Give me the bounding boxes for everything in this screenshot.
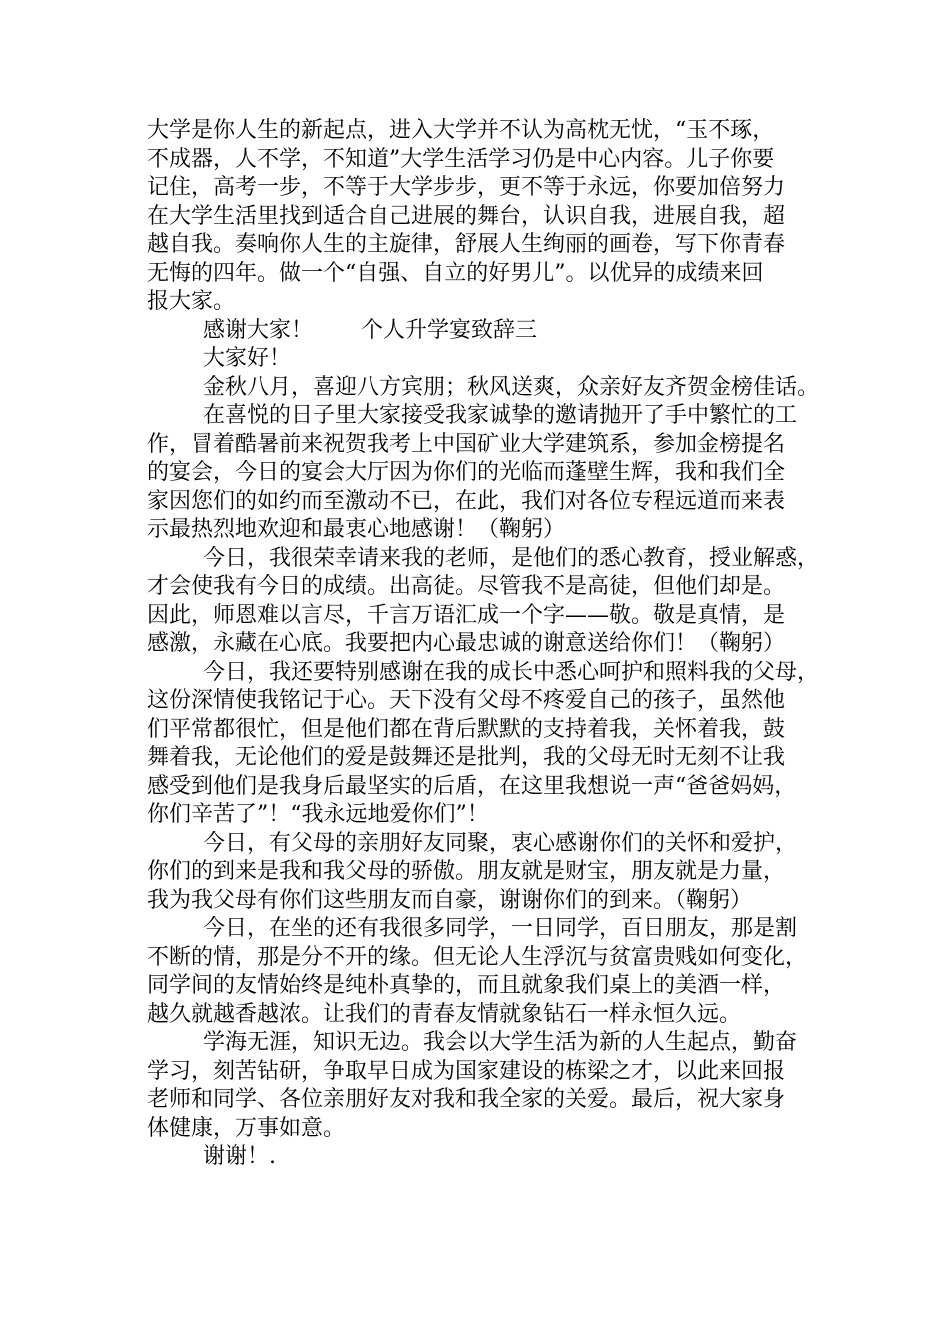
paragraph-line: 今日，在坐的还有我很多同学，一日同学，百日朋友，那是割 — [203, 916, 798, 941]
paragraph-line: 作，冒着酷暑前来祝贺我考上中国矿业大学建筑系，参加金榜提名 — [147, 431, 786, 457]
text-line: 不成器，人不学，不知道”大学生活学习仍是中心内容。儿子你要 — [147, 146, 775, 172]
paragraph-line: 示最热烈地欢迎和最衷心地感谢！（鞠躬） — [147, 517, 566, 542]
paragraph-line: 因此，师恩难以言尽，千言万语汇成一个字——敬。敬是真情，是 — [147, 602, 786, 628]
paragraph-line: 在喜悦的日子里大家接受我家诚挚的邀请抛开了手中繁忙的工 — [203, 403, 798, 428]
document-body — [147, 117, 827, 1172]
paragraph-line: 感受到他们是我身后最坚实的后盾，在这里我想说一声“爸爸妈妈， — [147, 773, 797, 799]
greeting: 大家好！ — [203, 346, 292, 371]
paragraph-line: 今日，我很荣幸请来我的老师，是他们的悉心教育，授业解惑， — [203, 545, 820, 571]
paragraph-line: 感激，永藏在心底。我要把内心最忠诚的谢意送给你们！（鞠躬） — [147, 631, 786, 656]
paragraph-line: 今日，我还要特别感谢在我的成长中悉心呵护和照料我的父母， — [203, 659, 820, 685]
paragraph-line: 你们辛苦了”！“我永远地爱你们”！ — [147, 802, 489, 827]
paragraph-line: 越久就越香越浓。让我们的青春友情就象钻石一样永恒久远。 — [147, 1001, 742, 1027]
text-line: 记住，高考一步，不等于大学步步，更不等于永远，你要加倍努力 — [147, 175, 786, 200]
text-line: 大学是你人生的新起点，进入大学并不认为高枕无忧，“玉不琢， — [147, 118, 775, 143]
paragraph-line: 才会使我有今日的成绩。出高徒。尽管我不是高徒，但他们却是。 — [147, 574, 786, 599]
thanks-and-title-line — [147, 317, 827, 346]
text-line: 在大学生活里找到适合自己进展的舞台，认识自我，进展自我，超 — [147, 203, 786, 229]
paragraph-line: 今日，有父母的亲朋好友同聚，衷心感谢你们的关怀和爱护， — [203, 830, 798, 856]
thanks-text: 感谢大家！ — [203, 317, 314, 343]
paragraph-line: 学海无涯，知识无边。我会以大学生活为新的人生起点，勤奋 — [203, 1030, 798, 1055]
closing-text: 谢谢！. — [203, 1144, 276, 1169]
paragraph-line: 你们的到来是我和我父母的骄傲。朋友就是财宝，朋友就是力量， — [147, 859, 786, 884]
text-line: 越自我。奏响你人生的主旋律，舒展人生绚丽的画卷，写下你青春 — [147, 232, 786, 257]
paragraph-line: 同学间的友情始终是纯朴真挚的，而且就象我们桌上的美酒一样， — [147, 973, 786, 998]
paragraph-line: 老师和同学、各位亲朋好友对我和我全家的关爱。最后，祝大家身 — [147, 1087, 786, 1112]
paragraph-line: 这份深情使我铭记于心。天下没有父母不疼爱自己的孩子，虽然他 — [147, 688, 786, 713]
text-line: 报大家。 — [147, 289, 236, 314]
paragraph-line: 们平常都很忙，但是他们都在背后默默的支持着我，关怀着我，鼓 — [147, 716, 786, 742]
paragraph-line: 金秋八月，喜迎八方宾朋；秋风送爽，众亲好友齐贺金榜佳话。 — [203, 374, 820, 400]
section-title: 个人升学宴致辞三 — [361, 317, 538, 343]
paragraph-line: 我为我父母有你们这些朋友而自豪，谢谢你们的到来。（鞠躬） — [147, 887, 753, 913]
paragraph-line: 家因您们的如约而至激动不已，在此，我们对各位专程远道而来表 — [147, 488, 786, 514]
paragraph-line: 体健康，万事如意。 — [147, 1115, 346, 1141]
paragraph-line: 的宴会，今日的宴会大厅因为你们的光临而蓬壁生辉，我和我们全 — [147, 460, 786, 485]
text-line: 无悔的四年。做一个“自强、自立的好男儿”。以优异的成绩来回 — [147, 260, 764, 286]
paragraph-line: 舞着我，无论他们的爱是鼓舞还是批判，我的父母无时无刻不让我 — [147, 745, 786, 770]
paragraph-line: 学习，刻苦钻研，争取早日成为国家建设的栋梁之才，以此来回报 — [147, 1058, 786, 1084]
paragraph-line: 不断的情，那是分不开的缘。但无论人生浮沉与贫富贵贱如何变化， — [147, 944, 808, 970]
